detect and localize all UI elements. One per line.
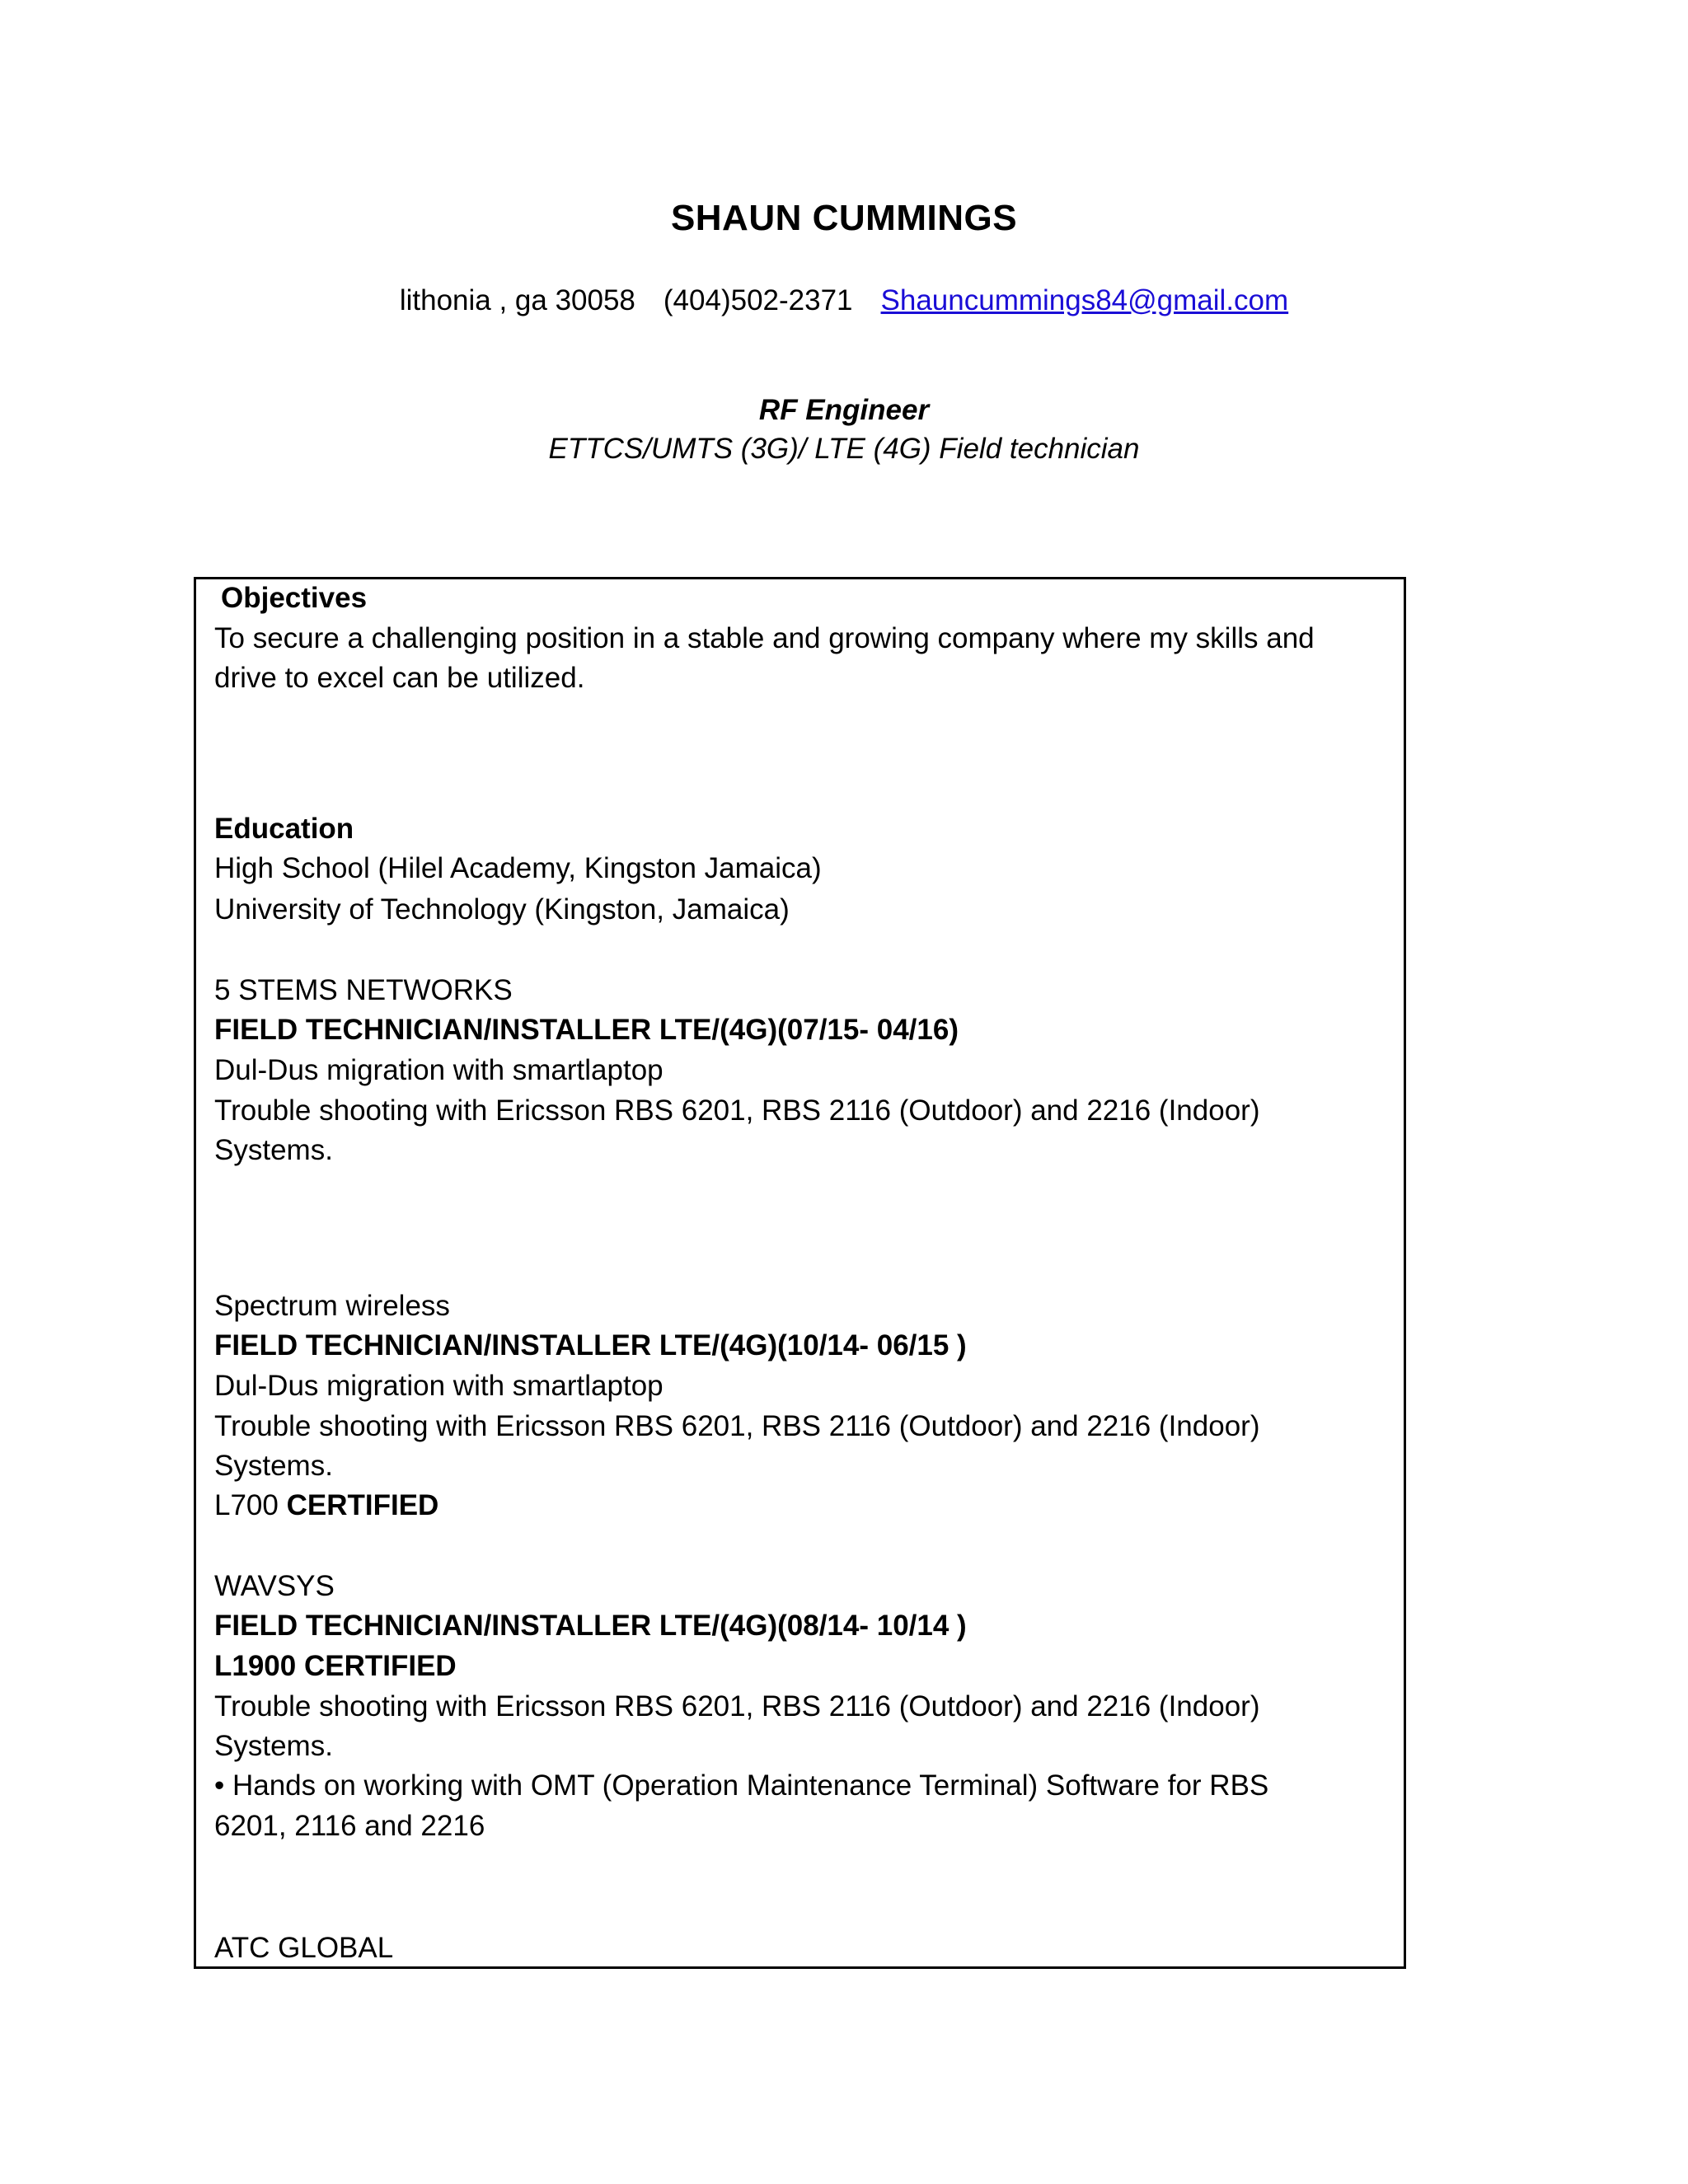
experience-cert: L1900 CERTIFIED — [214, 1650, 457, 1682]
experience-line: • Hands on working with OMT (Operation Maintenance Terminal) Software for RBS — [214, 1769, 1269, 1802]
objectives-line: To secure a challenging position in a stable and growing company where my skills and — [214, 622, 1315, 654]
experience-line: 6201, 2116 and 2216 — [214, 1810, 485, 1842]
experience-company: 5 STEMS NETWORKS — [214, 974, 513, 1006]
education-item: High School (Hilel Academy, Kingston Jamaica) — [214, 852, 822, 884]
experience-line: Systems. — [214, 1730, 333, 1762]
location-text: lithonia , ga 30058 — [399, 284, 635, 316]
role-title: RF Engineer — [758, 394, 930, 426]
cert-label: CERTIFIED — [286, 1489, 439, 1521]
role-subtitle: ETTCS/UMTS (3G)/ LTE (4G) Field technician — [548, 433, 1140, 465]
experience-company: WAVSYS — [214, 1570, 335, 1602]
phone-text: (404)502-2371 — [663, 284, 853, 316]
objectives-line: drive to excel can be utilized. — [214, 662, 585, 694]
experience-line: Trouble shooting with Ericsson RBS 6201, RBS 2116 (Outdoor) and 2216 (Indoor) — [214, 1410, 1260, 1442]
experience-line: Systems. — [214, 1450, 333, 1482]
email-link[interactable]: Shauncummings84@gmail.com — [880, 284, 1289, 316]
experience-line: Systems. — [214, 1134, 333, 1166]
experience-line: Dul-Dus migration with smartlaptop — [214, 1054, 663, 1086]
experience-company: ATC GLOBAL — [214, 1932, 394, 1964]
experience-company: Spectrum wireless — [214, 1290, 450, 1322]
resume-content-box — [194, 577, 1406, 1969]
resume-name: SHAUN CUMMINGS — [670, 198, 1018, 238]
experience-line: Trouble shooting with Ericsson RBS 6201, RBS 2116 (Outdoor) and 2216 (Indoor) — [214, 1094, 1260, 1127]
education-item: University of Technology (Kingston, Jamaica) — [214, 893, 790, 926]
objectives-heading: Objectives — [221, 582, 368, 614]
experience-title: FIELD TECHNICIAN/INSTALLER LTE/(4G)(10/14- 06/15 ) — [214, 1329, 967, 1361]
experience-line: Dul-Dus migration with smartlaptop — [214, 1370, 663, 1402]
experience-title: FIELD TECHNICIAN/INSTALLER LTE/(4G)(08/14- 10/14 ) — [214, 1610, 967, 1642]
cert-prefix: L700 — [214, 1489, 287, 1521]
education-heading: Education — [214, 813, 354, 845]
experience-line: Trouble shooting with Ericsson RBS 6201, RBS 2116 (Outdoor) and 2216 (Indoor) — [214, 1690, 1260, 1722]
experience-title: FIELD TECHNICIAN/INSTALLER LTE/(4G)(07/15- 04/16) — [214, 1014, 959, 1046]
experience-cert — [214, 1489, 438, 1522]
contact-line — [0, 284, 1688, 317]
